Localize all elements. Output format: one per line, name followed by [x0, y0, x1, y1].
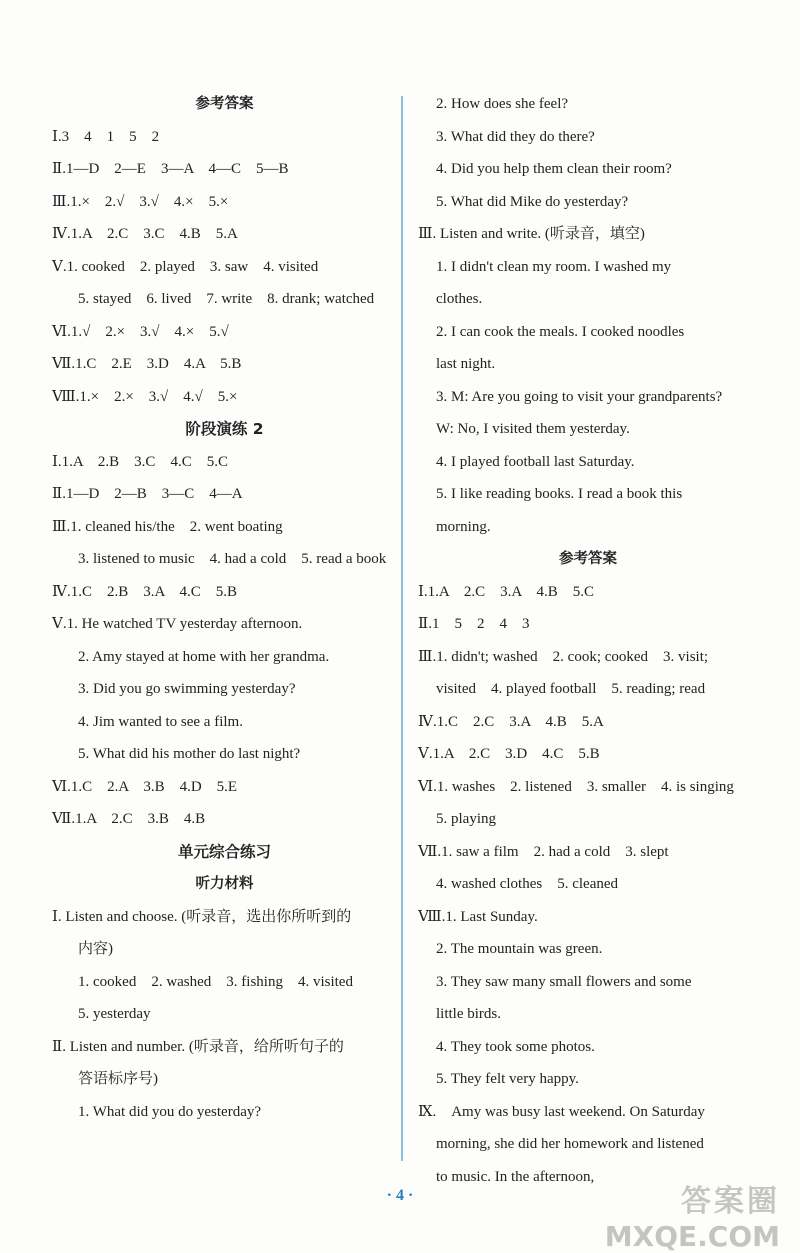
text-line: 2. I can cook the meals. I cooked noodles: [436, 323, 685, 340]
text-line: 答语标序号): [78, 1071, 158, 1087]
watermark-text: 答案圈: [681, 1184, 780, 1219]
text-line: Ⅷ.1. Last Sunday.: [418, 908, 538, 925]
left-column: [52, 88, 397, 1128]
right-column: [418, 88, 758, 1193]
text-line: 4. washed clothes 5. cleaned: [436, 876, 619, 892]
text-line: 3. M: Are you going to visit your grandparents?: [436, 388, 723, 405]
text-line: Ⅲ.1.× 2.√ 3.√ 4.× 5.×: [52, 193, 229, 210]
text-line: Ⅵ.1.C 2.A 3.B 4.D 5.E: [52, 778, 238, 795]
text-line: Ⅰ.1.A 2.C 3.A 4.B 5.C: [418, 583, 594, 600]
watermark-domain: MXQE.COM: [604, 1220, 780, 1253]
text-line: 4. Did you help them clean their room?: [436, 161, 672, 177]
text-line: 4. They took some photos.: [436, 1038, 595, 1055]
text-line: Ⅴ.1.A 2.C 3.D 4.C 5.B: [418, 746, 600, 762]
text-line: 2. How does she feel?: [436, 96, 569, 112]
text-line: Ⅲ. Listen and write. (听录音，填空): [418, 226, 645, 242]
text-line: 5. yesterday: [78, 1006, 151, 1022]
column-divider: [401, 96, 403, 1161]
section-heading: 参考答案: [195, 96, 254, 112]
text-line: Ⅵ.1.√ 2.× 3.√ 4.× 5.√: [52, 323, 229, 340]
text-line: Ⅰ.1.A 2.B 3.C 4.C 5.C: [52, 453, 228, 470]
text-line: visited 4. played football 5. reading; read: [436, 681, 706, 697]
text-line: morning, she did her homework and listened: [436, 1136, 704, 1152]
text-line: 内容): [78, 941, 113, 957]
text-line: 5. playing: [436, 811, 496, 827]
text-line: to music. In the afternoon,: [436, 1168, 595, 1185]
text-line: 4. I played football last Saturday.: [436, 453, 635, 470]
text-line: 3. listened to music 4. had a cold 5. read a book: [78, 551, 387, 567]
text-line: Ⅳ.1.A 2.C 3.C 4.B 5.A: [52, 226, 238, 242]
text-line: Ⅱ.1 5 2 4 3: [418, 616, 530, 632]
text-line: Ⅶ.1. saw a film 2. had a cold 3. slept: [418, 843, 669, 860]
watermark-logo: [605, 1176, 780, 1253]
text-line: Ⅰ.3 4 1 5 2: [52, 128, 160, 145]
text-line: Ⅲ.1. didn't; washed 2. cook; cooked 3. visit;: [418, 648, 709, 665]
text-line: Ⅷ.1.× 2.× 3.√ 4.√ 5.×: [52, 388, 238, 405]
text-line: clothes.: [436, 291, 483, 307]
text-line: Ⅴ.1. cooked 2. played 3. saw 4. visited: [52, 258, 319, 275]
text-line: Ⅱ.1—D 2—E 3—A 4—C 5—B: [52, 161, 289, 177]
text-line: 5. What did his mother do last night?: [78, 746, 301, 762]
page-number: · 4 ·: [386, 1187, 414, 1204]
text-line: 5. stayed 6. lived 7. write 8. drank; watched: [78, 291, 375, 307]
text-line: Ⅳ.1.C 2.C 3.A 4.B 5.A: [418, 713, 604, 730]
text-line: Ⅴ.1. He watched TV yesterday afternoon.: [52, 616, 303, 632]
text-line: 5. What did Mike do yesterday?: [436, 193, 629, 210]
section-heading: 阶段演练 2: [185, 420, 264, 438]
text-line: 3. Did you go swimming yesterday?: [78, 681, 296, 697]
text-line: 2. Amy stayed at home with her grandma.: [78, 648, 330, 665]
text-line: little birds.: [436, 1006, 501, 1022]
text-line: 1. I didn't clean my room. I washed my: [436, 258, 672, 275]
text-line: 3. What did they do there?: [436, 128, 595, 145]
text-line: 5. They felt very happy.: [436, 1071, 579, 1087]
text-line: Ⅶ.1.A 2.C 3.B 4.B: [52, 811, 206, 827]
section-heading: 单元综合练习: [177, 842, 271, 861]
text-line: Ⅳ.1.C 2.B 3.A 4.C 5.B: [52, 583, 238, 600]
text-line: morning.: [436, 518, 491, 535]
text-line: Ⅱ. Listen and number. (听录音，给所听句子的: [52, 1038, 344, 1055]
text-line: last night.: [436, 356, 496, 372]
text-line: 4. Jim wanted to see a film.: [78, 713, 243, 730]
text-line: 1. cooked 2. washed 3. fishing 4. visited: [78, 973, 353, 990]
text-line: 3. They saw many small flowers and some: [436, 973, 692, 990]
text-line: W: No, I visited them yesterday.: [436, 421, 630, 437]
text-line: Ⅲ.1. cleaned his/the 2. went boating: [52, 518, 283, 535]
text-line: Ⅸ. Amy was busy last weekend. On Saturday: [418, 1103, 705, 1120]
section-heading: 参考答案: [559, 551, 617, 567]
text-line: 1. What did you do yesterday?: [78, 1103, 262, 1120]
text-line: Ⅰ. Listen and choose. (听录音，选出你所听到的: [52, 908, 352, 925]
text-line: Ⅵ.1. washes 2. listened 3. smaller 4. is singing: [418, 778, 734, 795]
section-heading: 听力材料: [195, 876, 254, 892]
text-line: 2. The mountain was green.: [436, 941, 603, 957]
text-line: 5. I like reading books. I read a book this: [436, 486, 683, 502]
text-line: Ⅱ.1—D 2—B 3—C 4—A: [52, 486, 243, 502]
text-line: Ⅶ.1.C 2.E 3.D 4.A 5.B: [52, 356, 242, 372]
